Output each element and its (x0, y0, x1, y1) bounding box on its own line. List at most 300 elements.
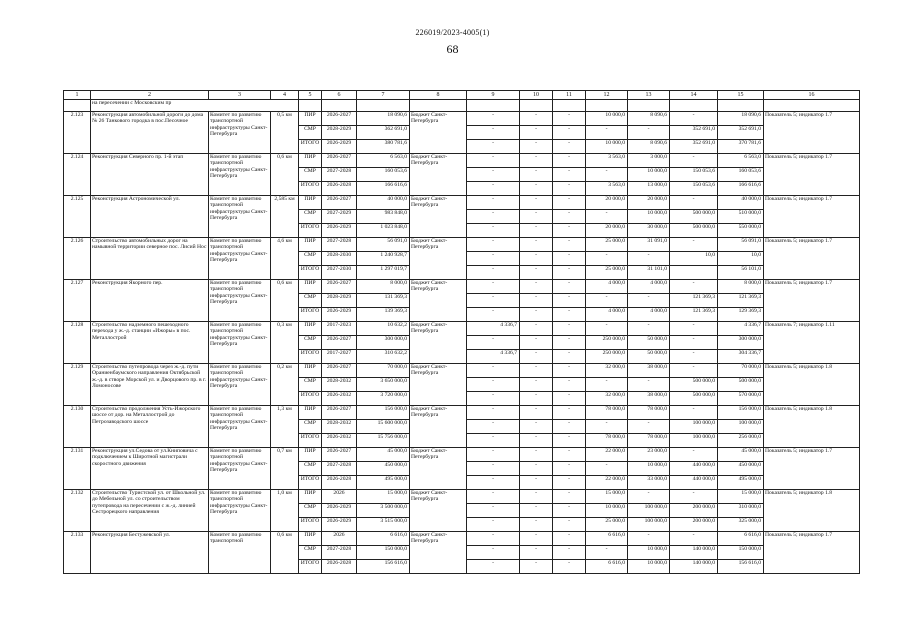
customer: Комитет по развитию транспортной инфраструктуры Санкт-Петербурга (209, 112, 271, 154)
amount-c12: 10 000,0 (586, 504, 628, 518)
total-cost: 139 369,3 (357, 308, 410, 322)
document-number: 226019/2023-4005(1) (415, 28, 490, 37)
amount-c12: 78 000,0 (586, 406, 628, 420)
amount-c12: - (586, 378, 628, 392)
column-number-header: 2 (91, 91, 209, 100)
table-row (64, 532, 860, 546)
funding-source: Бюджет Санкт-Петербурга (410, 154, 467, 196)
amount-c12: 10 000,0 (586, 112, 628, 126)
years: 2026-2032 (322, 392, 357, 406)
customer: Комитет по развитию транспортной инфраструктуры Санкт-Петербурга (209, 322, 271, 364)
table-row (64, 280, 860, 294)
amount-c13: 20 000,0 (628, 196, 670, 210)
amount-c15: 370 781,6 (718, 140, 764, 154)
amount-c15: 304 336,7 (718, 350, 764, 364)
amount-c14: 10,0 (670, 252, 718, 266)
object-length: 1,0 км (271, 490, 299, 532)
amount-c9: - (467, 252, 520, 266)
amount-c15: 6 563,0 (718, 154, 764, 168)
amount-c15: 56 101,0 (718, 266, 764, 280)
amount-c12: 20 000,0 (586, 196, 628, 210)
object-length: 0,3 км (271, 322, 299, 364)
customer: Комитет по развитию транспортной инфраструктуры Санкт-Петербурга (209, 238, 271, 280)
amount-c15: 510 000,0 (718, 210, 764, 224)
amount-c9: - (467, 140, 520, 154)
amount-c11: - (553, 532, 586, 546)
amount-c12: 15 000,0 (586, 490, 628, 504)
amount-c14: - (670, 490, 718, 504)
years: 2028-2029 (322, 294, 357, 308)
column-number-header: 8 (410, 91, 467, 100)
amount-c12: 22 000,0 (586, 476, 628, 490)
total-cost: 166 616,6 (357, 182, 410, 196)
amount-c10: - (520, 434, 553, 448)
amount-c10: - (520, 280, 553, 294)
row-number: 2.132 (64, 490, 91, 532)
total-cost: 1 240 928,7 (357, 252, 410, 266)
amount-c11: - (553, 224, 586, 238)
total-cost: 450 000,0 (357, 462, 410, 476)
total-cost: 3 650 000,0 (357, 378, 410, 392)
object-name: Реконструкция Бестужевской ул. (91, 532, 209, 574)
years: 2026 (322, 490, 357, 504)
years: 2027-2030 (322, 266, 357, 280)
object-length: 0,6 км (271, 154, 299, 196)
column-number-header: 16 (764, 91, 860, 100)
amount-c9: - (467, 154, 520, 168)
cell (467, 100, 520, 112)
amount-c14: 500 000,0 (670, 378, 718, 392)
total-cost: 8 000,0 (357, 280, 410, 294)
stage: ПИР (299, 280, 322, 294)
amount-c15: 156 000,0 (718, 406, 764, 420)
amount-c10: - (520, 140, 553, 154)
total-cost: 6 563,0 (357, 154, 410, 168)
total-cost: 380 781,6 (357, 140, 410, 154)
amount-c12: 3 563,0 (586, 182, 628, 196)
amount-c14: 352 691,0 (670, 140, 718, 154)
total-cost: 18 090,6 (357, 112, 410, 126)
object-length: 0,5 км (271, 112, 299, 154)
amount-c15: 10,0 (718, 252, 764, 266)
amount-c15: 500 000,0 (718, 378, 764, 392)
amount-c14: - (670, 336, 718, 350)
amount-c9: - (467, 462, 520, 476)
amount-c11: - (553, 406, 586, 420)
years: 2026-2029 (322, 308, 357, 322)
indicator: Показатель 5; индикатор 1.8 (764, 406, 860, 448)
amount-c11: - (553, 560, 586, 574)
amount-c9: - (467, 336, 520, 350)
table-row (64, 196, 860, 210)
cell (764, 100, 860, 112)
amount-c14: 500 000,0 (670, 392, 718, 406)
amount-c11: - (553, 490, 586, 504)
amount-c10: - (520, 532, 553, 546)
indicator: Показатель 5; индикатор 1.7 (764, 448, 860, 490)
row-number: 2.131 (64, 448, 91, 490)
stage: СМР (299, 546, 322, 560)
amount-c15: 100 000,0 (718, 420, 764, 434)
amount-c10: - (520, 448, 553, 462)
amount-c9: - (467, 406, 520, 420)
total-cost: 10 632,2 (357, 322, 410, 336)
amount-c13: - (628, 126, 670, 140)
amount-c13: - (628, 490, 670, 504)
amount-c9: - (467, 392, 520, 406)
column-number-header: 6 (322, 91, 357, 100)
amount-c10: - (520, 322, 553, 336)
years: 2026-2027 (322, 112, 357, 126)
amount-c15: 160 053,6 (718, 168, 764, 182)
amount-c10: - (520, 266, 553, 280)
amount-c13: 100 000,0 (628, 518, 670, 532)
cell (64, 100, 91, 112)
amount-c14: 100 000,0 (670, 434, 718, 448)
years: 2026-2029 (322, 224, 357, 238)
amount-c9: - (467, 378, 520, 392)
years: 2027-2029 (322, 210, 357, 224)
years: 2017-2023 (322, 322, 357, 336)
amount-c15: 6 616,0 (718, 532, 764, 546)
amount-c10: - (520, 224, 553, 238)
amount-c11: - (553, 210, 586, 224)
object-name: Реконструкция Якорного пер. (91, 280, 209, 322)
row-number: 2.123 (64, 112, 91, 154)
total-cost: 70 000,0 (357, 364, 410, 378)
amount-c11: - (553, 392, 586, 406)
stage: СМР (299, 210, 322, 224)
years: 2026-2029 (322, 518, 357, 532)
amount-c11: - (553, 252, 586, 266)
customer: Комитет по развитию транспортной инфраструктуры Санкт-Петербурга (209, 364, 271, 406)
funding-source: Бюджет Санкт-Петербурга (410, 448, 467, 490)
customer: Комитет по развитию транспортной инфраструктуры Санкт-Петербурга (209, 154, 271, 196)
years: 2027-2028 (322, 462, 357, 476)
cell (586, 100, 628, 112)
amount-c15: 150 000,0 (718, 546, 764, 560)
total-cost: 300 000,0 (357, 336, 410, 350)
amount-c10: - (520, 546, 553, 560)
cell (322, 100, 357, 112)
stage: ПИР (299, 112, 322, 126)
amount-c10: - (520, 476, 553, 490)
amount-c9: - (467, 182, 520, 196)
years: 2027-2028 (322, 168, 357, 182)
amount-c15: 40 000,0 (718, 196, 764, 210)
amount-c13: 33 000,0 (628, 476, 670, 490)
indicator: Показатель 7; индикатор 1.11 (764, 322, 860, 364)
cell (299, 100, 322, 112)
row-number: 2.130 (64, 406, 91, 448)
stage: ИТОГО (299, 182, 322, 196)
amount-c9: - (467, 126, 520, 140)
amount-c13: 38 000,0 (628, 364, 670, 378)
amount-c10: - (520, 420, 553, 434)
amount-c12: 20 000,0 (586, 224, 628, 238)
years: 2026-2028 (322, 560, 357, 574)
object-name: Реконструкция Астрономической ул. (91, 196, 209, 238)
amount-c14 (670, 266, 718, 280)
total-cost: 15 756 000,0 (357, 434, 410, 448)
column-number-header: 12 (586, 91, 628, 100)
years: 2026-2029 (322, 140, 357, 154)
stage: СМР (299, 336, 322, 350)
amount-c10: - (520, 560, 553, 574)
amount-c9: - (467, 448, 520, 462)
stage: ИТОГО (299, 266, 322, 280)
amount-c14: 200 000,0 (670, 518, 718, 532)
amount-c13: 78 000,0 (628, 406, 670, 420)
column-number-header: 14 (670, 91, 718, 100)
amount-c14: - (670, 196, 718, 210)
amount-c13: 50 000,0 (628, 350, 670, 364)
customer: Комитет по развитию транспортной инфраструктуры Санкт-Петербурга (209, 490, 271, 532)
amount-c9: - (467, 476, 520, 490)
total-cost: 40 000,0 (357, 196, 410, 210)
amount-c13: 8 090,6 (628, 140, 670, 154)
years: 2027-2028 (322, 546, 357, 560)
row-number: 2.133 (64, 532, 91, 574)
funding-source: Бюджет Санкт-Петербурга (410, 112, 467, 154)
amount-c14: - (670, 112, 718, 126)
amount-c15: 300 000,0 (718, 336, 764, 350)
indicator: Показатель 5; индикатор 1.8 (764, 490, 860, 532)
amount-c11: - (553, 434, 586, 448)
amount-c10: - (520, 406, 553, 420)
amount-c15: 325 000,0 (718, 518, 764, 532)
amount-c10: - (520, 336, 553, 350)
amount-c11: - (553, 112, 586, 126)
amount-c13: - (628, 294, 670, 308)
indicator: Показатель 5; индикатор 1.8 (764, 364, 860, 406)
column-number-header: 4 (271, 91, 299, 100)
amount-c12: 32 000,0 (586, 364, 628, 378)
funding-source: Бюджет Санкт-Петербурга (410, 196, 467, 238)
amount-c14: 440 000,0 (670, 476, 718, 490)
cell (357, 100, 410, 112)
amount-c11: - (553, 378, 586, 392)
amount-c12: 10 000,0 (586, 140, 628, 154)
amount-c14: - (670, 364, 718, 378)
amount-c12: 4 000,0 (586, 308, 628, 322)
amount-c14: 500 000,0 (670, 210, 718, 224)
amount-c13: 31 101,0 (628, 266, 670, 280)
amount-c15: 450 000,0 (718, 462, 764, 476)
amount-c13: 4 000,0 (628, 308, 670, 322)
stage: ПИР (299, 196, 322, 210)
amount-c10: - (520, 518, 553, 532)
amount-c15: 550 000,0 (718, 224, 764, 238)
amount-c15: 495 000,0 (718, 476, 764, 490)
stage: ИТОГО (299, 140, 322, 154)
stage: ИТОГО (299, 518, 322, 532)
stage: ИТОГО (299, 434, 322, 448)
years: 2026-2027 (322, 336, 357, 350)
stage: СМР (299, 378, 322, 392)
stage: СМР (299, 252, 322, 266)
total-cost: 495 000,0 (357, 476, 410, 490)
amount-c15: 18 090,6 (718, 112, 764, 126)
object-name: Реконструкция Северного пр. 1-й этап (91, 154, 209, 196)
total-cost: 3 515 000,0 (357, 518, 410, 532)
table-row (64, 490, 860, 504)
amount-c9: - (467, 364, 520, 378)
amount-c12: 3 563,0 (586, 154, 628, 168)
amount-c14: 140 000,0 (670, 546, 718, 560)
total-cost: 310 632,2 (357, 350, 410, 364)
object-length: 0,6 км (271, 280, 299, 322)
amount-c15: 166 616,6 (718, 182, 764, 196)
amount-c10: - (520, 182, 553, 196)
object-length: 0,7 км (271, 448, 299, 490)
table-body (64, 100, 860, 574)
table-row (64, 154, 860, 168)
years: 2026-2032 (322, 434, 357, 448)
stage: ИТОГО (299, 350, 322, 364)
amount-c11: - (553, 294, 586, 308)
amount-c13: 50 000,0 (628, 336, 670, 350)
amount-c14: - (670, 350, 718, 364)
amount-c14: - (670, 322, 718, 336)
amount-c14: 200 000,0 (670, 504, 718, 518)
amount-c13: 4 000,0 (628, 280, 670, 294)
table-row (64, 112, 860, 126)
amount-c10: - (520, 294, 553, 308)
amount-c9: - (467, 280, 520, 294)
amount-c11: - (553, 308, 586, 322)
stage: ИТОГО (299, 224, 322, 238)
indicator: Показатель 5; индикатор 1.7 (764, 238, 860, 280)
funding-source: Бюджет Санкт-Петербурга (410, 406, 467, 448)
total-cost: 160 053,6 (357, 168, 410, 182)
amount-c14: 100 000,0 (670, 420, 718, 434)
total-cost: 15 600 000,0 (357, 420, 410, 434)
amount-c13: 10 000,0 (628, 546, 670, 560)
amount-c11: - (553, 336, 586, 350)
years: 2028-2029 (322, 126, 357, 140)
amount-c12: 250 000,0 (586, 350, 628, 364)
column-number-row (64, 91, 860, 100)
amount-c10: - (520, 350, 553, 364)
column-number-header: 7 (357, 91, 410, 100)
amount-c11: - (553, 154, 586, 168)
cell (553, 100, 586, 112)
amount-c13: 13 000,0 (628, 182, 670, 196)
stage: ИТОГО (299, 392, 322, 406)
amount-c10: - (520, 196, 553, 210)
amount-c15: 56 091,0 (718, 238, 764, 252)
column-number-header: 13 (628, 91, 670, 100)
funding-source: Бюджет Санкт-Петербурга (410, 322, 467, 364)
amount-c9: - (467, 196, 520, 210)
amount-c11: - (553, 280, 586, 294)
table-row (64, 238, 860, 252)
amount-c15: 256 000,0 (718, 434, 764, 448)
amount-c15: 121 369,3 (718, 294, 764, 308)
object-name: Строительство автомобильных дорог на намывной территории северное пос. Лисий Нос (91, 238, 209, 280)
years: 2028-2032 (322, 420, 357, 434)
amount-c10: - (520, 154, 553, 168)
amount-c12: - (586, 210, 628, 224)
total-cost: 6 616,0 (357, 532, 410, 546)
object-name: Строительство продолжения Усть-Ижорского шоссе от дор. на Металлострой до Петрозаводского шоссе (91, 406, 209, 448)
amount-c13: 100 000,0 (628, 504, 670, 518)
amount-c11: - (553, 546, 586, 560)
amount-c15: 4 336,7 (718, 322, 764, 336)
stage: ПИР (299, 364, 322, 378)
amount-c11: - (553, 420, 586, 434)
amount-c12: 25 000,0 (586, 518, 628, 532)
amount-c12: - (586, 168, 628, 182)
amount-c10: - (520, 308, 553, 322)
amount-c11: - (553, 448, 586, 462)
object-name: Реконструкция автомобильной дороги до дома № 26 Танкового городка в пос.Песочное (91, 112, 209, 154)
indicator: Показатель 5; индикатор 1.7 (764, 280, 860, 322)
page-number: 68 (446, 42, 459, 56)
amount-c14: - (670, 448, 718, 462)
indicator: Показатель 5; индикатор 1.7 (764, 154, 860, 196)
object-name: Реконструкция ул.Седова от ул.Книповича с подключением к Широтной магистрали скоростного движения (91, 448, 209, 490)
indicator: Показатель 5; индикатор 1.7 (764, 532, 860, 574)
amount-c9: - (467, 434, 520, 448)
years: 2017-2027 (322, 350, 357, 364)
amount-c10: - (520, 112, 553, 126)
amount-c14: 500 000,0 (670, 224, 718, 238)
amount-c12: - (586, 294, 628, 308)
amount-c15: 8 000,0 (718, 280, 764, 294)
table-row (64, 322, 860, 336)
stage: СМР (299, 420, 322, 434)
amount-c14: 121 369,3 (670, 294, 718, 308)
amount-c11: - (553, 518, 586, 532)
amount-c9: - (467, 266, 520, 280)
total-cost: 15 000,0 (357, 490, 410, 504)
amount-c11: - (553, 196, 586, 210)
amount-c12: - (586, 322, 628, 336)
stage: СМР (299, 462, 322, 476)
amount-c15: 70 000,0 (718, 364, 764, 378)
amount-c9: - (467, 532, 520, 546)
years: 2026-2027 (322, 406, 357, 420)
amount-c11: - (553, 462, 586, 476)
column-number-header: 5 (299, 91, 322, 100)
total-cost: 56 091,0 (357, 238, 410, 252)
amount-c14: 140 000,0 (670, 560, 718, 574)
amount-c10: - (520, 378, 553, 392)
row-number: 2.128 (64, 322, 91, 364)
row-number: 2.126 (64, 238, 91, 280)
cell (628, 100, 670, 112)
stage: ИТОГО (299, 308, 322, 322)
column-number-header: 10 (520, 91, 553, 100)
stage: ПИР (299, 448, 322, 462)
amount-c14: 150 053,6 (670, 182, 718, 196)
amount-c14: 352 691,0 (670, 126, 718, 140)
amount-c9: - (467, 518, 520, 532)
amount-c13: 10 000,0 (628, 168, 670, 182)
amount-c11: - (553, 322, 586, 336)
amount-c11: - (553, 126, 586, 140)
amount-c10: - (520, 392, 553, 406)
amount-c11: - (553, 182, 586, 196)
funding-source: Бюджет Санкт-Петербурга (410, 364, 467, 406)
amount-c9: - (467, 112, 520, 126)
amount-c14: - (670, 406, 718, 420)
indicator: Показатель 5; индикатор 1.7 (764, 112, 860, 154)
column-number-header: 1 (64, 91, 91, 100)
stage: СМР (299, 504, 322, 518)
